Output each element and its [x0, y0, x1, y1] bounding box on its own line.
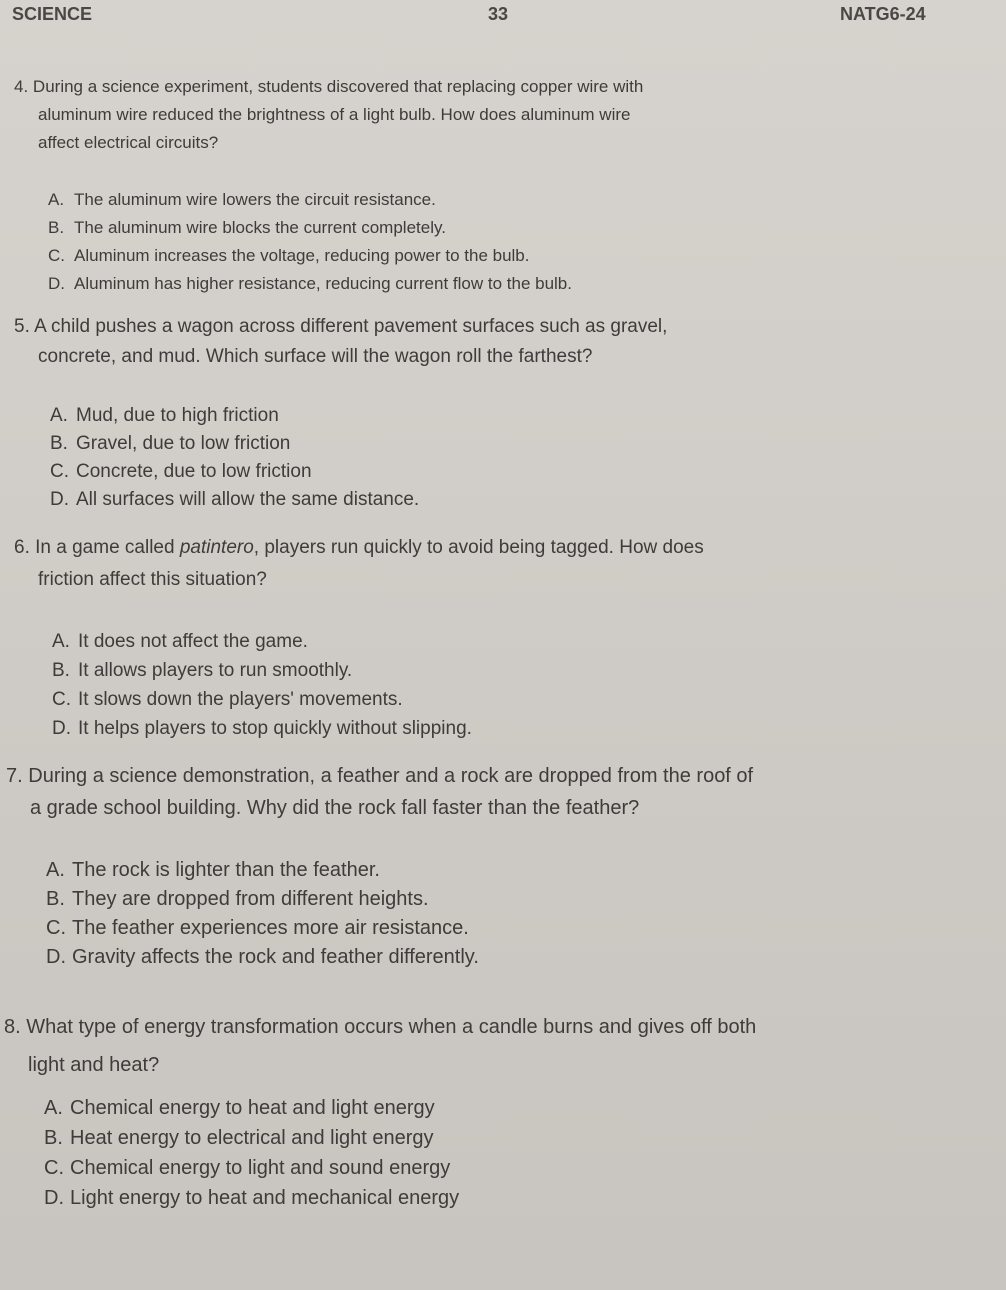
- question-number: 6.: [14, 537, 30, 558]
- option-d[interactable]: D. Gravity affects the rock and feather differently.: [46, 946, 479, 968]
- question-stem: 5. A child pushes a wagon across different pavement surfaces such as gravel, concrete, and mud. Which surface will the wagon roll the farthest?: [14, 316, 668, 367]
- question-stem: 4. During a science experiment, students discovered that replacing copper wire with aluminum wire reduced the brightness of a light bulb. How does aluminum wire affect electrical circuits?: [14, 77, 644, 152]
- subject-label: SCIENCE: [12, 4, 93, 24]
- question-number: 7.: [6, 765, 23, 787]
- option-a[interactable]: A. It does not affect the game.: [52, 631, 308, 652]
- option-d[interactable]: D. It helps players to stop quickly without slipping.: [52, 718, 472, 739]
- question-stem: 7. During a science demonstration, a feather and a rock are dropped from the roof of a grade school building. Why did the rock fall faster than the feather?: [6, 765, 754, 819]
- question-number: 4.: [14, 77, 29, 96]
- answer-options: [46, 856, 479, 972]
- option-b[interactable]: B. It allows players to run smoothly.: [52, 660, 353, 681]
- option-b[interactable]: B. Gravel, due to low friction: [50, 433, 291, 454]
- page-number: 33: [488, 4, 509, 24]
- option-a[interactable]: A. Chemical energy to heat and light energy: [44, 1097, 435, 1119]
- game-name: patintero: [179, 537, 254, 558]
- question-stem: 6. In a game called patintero, players run quickly to avoid being tagged. How does friction affect this situation?: [14, 537, 704, 590]
- answer-options: [44, 1094, 459, 1214]
- answer-options: [52, 628, 472, 744]
- option-d[interactable]: D. All surfaces will allow the same distance.: [50, 489, 420, 510]
- page-header: [0, 4, 1006, 28]
- option-c[interactable]: C. It slows down the players' movements.: [52, 689, 403, 710]
- answer-options: [48, 186, 572, 298]
- option-b[interactable]: B. Heat energy to electrical and light energy: [44, 1127, 434, 1149]
- option-a[interactable]: A. Mud, due to high friction: [50, 405, 279, 426]
- option-b[interactable]: B. The aluminum wire blocks the current completely.: [48, 218, 446, 237]
- question-number: 8.: [4, 1016, 21, 1038]
- option-c[interactable]: C. Aluminum increases the voltage, reducing power to the bulb.: [48, 246, 530, 265]
- option-a[interactable]: A. The aluminum wire lowers the circuit resistance.: [48, 190, 436, 209]
- option-c[interactable]: C. Concrete, due to low friction: [50, 461, 312, 482]
- answer-options: [50, 402, 419, 514]
- option-c[interactable]: C. Chemical energy to light and sound energy: [44, 1157, 451, 1179]
- option-b[interactable]: B. They are dropped from different heights.: [46, 888, 429, 910]
- document-code: NATG6-24: [840, 4, 926, 24]
- option-a[interactable]: A. The rock is lighter than the feather.: [46, 859, 380, 881]
- question-stem: 8. What type of energy transformation occurs when a candle burns and gives off both light and heat?: [4, 1016, 757, 1076]
- option-c[interactable]: C. The feather experiences more air resistance.: [46, 917, 469, 939]
- option-d[interactable]: D. Light energy to heat and mechanical energy: [44, 1187, 460, 1209]
- question-number: 5.: [14, 316, 30, 337]
- option-d[interactable]: D. Aluminum has higher resistance, reducing current flow to the bulb.: [48, 274, 572, 293]
